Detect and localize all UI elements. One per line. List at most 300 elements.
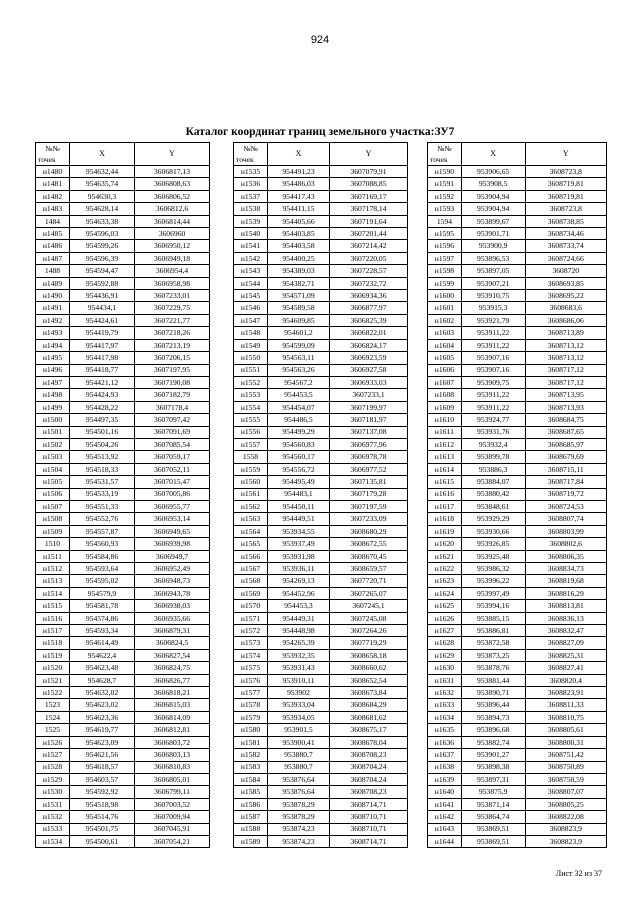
point-number-cell: н1521 — [36, 674, 70, 686]
y-coordinate-cell: 3608800,31 — [525, 736, 607, 748]
table-row — [36, 798, 210, 810]
x-coordinate-cell: 954403,85 — [268, 228, 330, 240]
y-coordinate-cell: 3608714,71 — [330, 835, 408, 847]
table-row — [428, 302, 607, 314]
table-row — [36, 376, 210, 388]
x-coordinate-cell: 954609,85 — [268, 314, 330, 326]
y-coordinate-cell: 3607214,42 — [330, 240, 408, 252]
y-coordinate-cell: 3606805,01 — [135, 773, 210, 785]
y-coordinate-cell: 3608836,13 — [525, 612, 607, 624]
point-number-cell: н1585 — [234, 786, 268, 798]
point-number-cell: н1482 — [36, 190, 70, 202]
y-coordinate-cell: 3607169,17 — [330, 190, 408, 202]
point-number-cell: н1588 — [234, 823, 268, 835]
table-row — [428, 699, 607, 711]
y-coordinate-cell: 3607228,57 — [330, 265, 408, 277]
y-coordinate-cell: 3607218,26 — [135, 327, 210, 339]
document-title: Каталог координат границ земельного участка:ЗУ7 — [185, 126, 455, 138]
x-coordinate-cell: 953937,49 — [268, 538, 330, 550]
table-row — [428, 228, 607, 240]
point-number-cell: н1546 — [234, 302, 268, 314]
y-coordinate-cell: 3607178,14 — [330, 203, 408, 215]
table-row — [234, 625, 408, 637]
x-coordinate-cell: 953908,5 — [461, 178, 525, 190]
y-coordinate-cell: 3606818,21 — [135, 687, 210, 699]
point-number-cell: н1513 — [36, 575, 70, 587]
y-coordinate-cell: 3608684,75 — [525, 414, 607, 426]
y-coordinate-cell: 3608724,66 — [525, 252, 607, 264]
table-row — [428, 500, 607, 512]
x-coordinate-cell: 953878,76 — [461, 662, 525, 674]
point-number-cell: н1581 — [234, 736, 268, 748]
x-coordinate-cell: 953907,16 — [461, 364, 525, 376]
x-coordinate-cell: 953911,22 — [461, 389, 525, 401]
table-row — [36, 835, 210, 847]
x-coordinate-cell: 953872,58 — [461, 637, 525, 649]
y-coordinate-cell: 3608695,22 — [525, 290, 607, 302]
y-coordinate-cell: 3606938,03 — [135, 600, 210, 612]
y-coordinate-cell: 3608807,07 — [525, 786, 607, 798]
table-row — [36, 240, 210, 252]
point-number-cell: н1566 — [234, 550, 268, 562]
point-number-cell: н1582 — [234, 749, 268, 761]
table-row — [428, 352, 607, 364]
point-number-cell: н1607 — [428, 376, 462, 388]
y-coordinate-cell: 3608806,35 — [525, 550, 607, 562]
point-number-cell: н1519 — [36, 649, 70, 661]
point-number-cell: н1481 — [36, 178, 70, 190]
table-row — [428, 339, 607, 351]
x-coordinate-cell: 953934,05 — [268, 711, 330, 723]
x-coordinate-cell: 954497,35 — [70, 414, 135, 426]
point-number-cell: н1536 — [234, 178, 268, 190]
y-coordinate-cell: 3608715,11 — [525, 463, 607, 475]
table-row — [234, 290, 408, 302]
table-row — [428, 290, 607, 302]
point-number-cell: н1603 — [428, 327, 462, 339]
y-coordinate-cell: 3607221,77 — [135, 314, 210, 326]
point-number-cell: н1575 — [234, 662, 268, 674]
x-coordinate-cell: 954434,1 — [70, 302, 135, 314]
table-row — [428, 550, 607, 562]
table-row — [36, 773, 210, 785]
table-row — [234, 525, 408, 537]
x-coordinate-cell: 953901,27 — [461, 749, 525, 761]
x-coordinate-cell: 954574,86 — [70, 612, 135, 624]
x-coordinate-cell: 954560,83 — [268, 438, 330, 450]
point-number-cell: н1508 — [36, 513, 70, 525]
table-row — [36, 662, 210, 674]
y-coordinate-cell: 3608802,6 — [525, 538, 607, 550]
table-row — [234, 749, 408, 761]
point-number-cell: н1540 — [234, 228, 268, 240]
y-coordinate-cell: 3606825,39 — [330, 314, 408, 326]
point-number-cell: н1539 — [234, 215, 268, 227]
table-row — [36, 302, 210, 314]
x-coordinate-cell: 953874,23 — [268, 835, 330, 847]
table-row — [428, 761, 607, 773]
table-row — [428, 414, 607, 426]
table-row — [428, 786, 607, 798]
x-coordinate-cell: 953932,35 — [268, 649, 330, 661]
table-row — [234, 538, 408, 550]
point-number-cell: н1491 — [36, 302, 70, 314]
table-row — [36, 823, 210, 835]
y-coordinate-cell: 3608819,68 — [525, 575, 607, 587]
point-number-cell: н1627 — [428, 625, 462, 637]
x-coordinate-cell: 954400,25 — [268, 252, 330, 264]
point-number-cell: н1621 — [428, 550, 462, 562]
table-row — [428, 724, 607, 736]
x-coordinate-cell: 953929,29 — [461, 513, 525, 525]
y-coordinate-cell: 3608834,73 — [525, 563, 607, 575]
y-coordinate-cell: 3608670,45 — [330, 550, 408, 562]
x-coordinate-cell: 953896,53 — [461, 252, 525, 264]
table-row — [428, 649, 607, 661]
table-row — [428, 749, 607, 761]
point-number-cell: н1529 — [36, 773, 70, 785]
header-num-line2: точек — [236, 155, 254, 165]
table-row — [234, 699, 408, 711]
table-row — [428, 835, 607, 847]
x-coordinate-cell: 954428,22 — [70, 401, 135, 413]
x-coordinate-cell: 953904,94 — [461, 190, 525, 202]
point-number-cell: н1592 — [428, 190, 462, 202]
y-coordinate-cell: 3608822,08 — [525, 811, 607, 823]
y-coordinate-cell: 3606927,58 — [330, 364, 408, 376]
x-coordinate-cell: 953898,38 — [461, 761, 525, 773]
header-x: X — [70, 143, 135, 166]
table-row — [234, 166, 408, 178]
y-coordinate-cell: 3606943,78 — [135, 587, 210, 599]
table-row — [36, 625, 210, 637]
point-number-cell: 1510 — [36, 538, 70, 550]
x-coordinate-cell: 953890,71 — [461, 687, 525, 699]
table-row — [36, 327, 210, 339]
x-coordinate-cell: 954628,14 — [70, 203, 135, 215]
point-number-cell: н1534 — [36, 835, 70, 847]
table-row — [428, 662, 607, 674]
table-row — [428, 823, 607, 835]
table-header-row — [234, 143, 408, 166]
point-number-cell: н1600 — [428, 290, 462, 302]
y-coordinate-cell: 3608738,85 — [525, 215, 607, 227]
x-coordinate-cell: 954623,02 — [70, 699, 135, 711]
point-number-cell: н1596 — [428, 240, 462, 252]
x-coordinate-cell: 954518,33 — [70, 463, 135, 475]
table-row — [234, 401, 408, 413]
point-number-cell: н1631 — [428, 674, 462, 686]
x-coordinate-cell: 953880,7 — [268, 749, 330, 761]
table-row — [234, 414, 408, 426]
point-number-cell: 1594 — [428, 215, 462, 227]
x-coordinate-cell: 954417,43 — [268, 190, 330, 202]
table-row — [36, 352, 210, 364]
table-row — [428, 401, 607, 413]
point-number-cell: н1500 — [36, 414, 70, 426]
point-number-cell: н1556 — [234, 426, 268, 438]
point-number-cell: н1505 — [36, 476, 70, 488]
table-row — [428, 476, 607, 488]
x-coordinate-cell: 954623,36 — [70, 711, 135, 723]
y-coordinate-cell: 3608708,23 — [330, 749, 408, 761]
y-coordinate-cell: 3608713,12 — [525, 352, 607, 364]
y-coordinate-cell: 3606815,03 — [135, 699, 210, 711]
point-number-cell: н1625 — [428, 600, 462, 612]
table-row — [36, 228, 210, 240]
x-coordinate-cell: 954513,92 — [70, 451, 135, 463]
table-row — [36, 811, 210, 823]
table-row — [234, 463, 408, 475]
y-coordinate-cell: 3606977,52 — [330, 463, 408, 475]
header-y: Y — [525, 143, 607, 166]
y-coordinate-cell: 3607233,1 — [330, 389, 408, 401]
y-coordinate-cell: 3608723,8 — [525, 203, 607, 215]
y-coordinate-cell: 3608660,62 — [330, 662, 408, 674]
y-coordinate-cell: 3607135,81 — [330, 476, 408, 488]
point-number-cell: н1589 — [234, 835, 268, 847]
x-coordinate-cell: 954265,39 — [268, 637, 330, 649]
x-coordinate-cell: 953873,25 — [461, 649, 525, 661]
y-coordinate-cell: 3608680,29 — [330, 525, 408, 537]
y-coordinate-cell: 3607079,91 — [330, 166, 408, 178]
table-row — [234, 376, 408, 388]
point-number-cell: н1543 — [234, 265, 268, 277]
x-coordinate-cell: 953886,81 — [461, 625, 525, 637]
table-row — [428, 637, 607, 649]
table-row — [234, 426, 408, 438]
table-row — [234, 451, 408, 463]
x-coordinate-cell: 953907,21 — [461, 277, 525, 289]
point-number-cell: н1487 — [36, 252, 70, 264]
x-coordinate-cell: 954486,5 — [268, 414, 330, 426]
x-coordinate-cell: 953936,11 — [268, 563, 330, 575]
point-number-cell: н1628 — [428, 637, 462, 649]
x-coordinate-cell: 953897,05 — [461, 265, 525, 277]
y-coordinate-cell: 3607182,79 — [135, 389, 210, 401]
y-coordinate-cell: 3606934,36 — [330, 290, 408, 302]
y-coordinate-cell: 3606923,59 — [330, 352, 408, 364]
y-coordinate-cell: 3608823,9 — [525, 823, 607, 835]
table-row — [234, 240, 408, 252]
y-coordinate-cell: 3608713,12 — [525, 339, 607, 351]
x-coordinate-cell: 953911,22 — [461, 327, 525, 339]
point-number-cell: н1591 — [428, 178, 462, 190]
point-number-cell: н1499 — [36, 401, 70, 413]
point-number-cell: н1644 — [428, 835, 462, 847]
y-coordinate-cell: 3606803,13 — [135, 749, 210, 761]
y-coordinate-cell: 3608827,09 — [525, 637, 607, 649]
y-coordinate-cell: 3608717,84 — [525, 476, 607, 488]
point-number-cell: н1545 — [234, 290, 268, 302]
table-row — [234, 711, 408, 723]
y-coordinate-cell: 3608750,89 — [525, 761, 607, 773]
x-coordinate-cell: 954593,34 — [70, 625, 135, 637]
header-num-line1: №№ — [437, 144, 452, 153]
table-row — [36, 500, 210, 512]
point-number-cell: н1629 — [428, 649, 462, 661]
y-coordinate-cell: 3606817,13 — [135, 166, 210, 178]
header-num-line2: точек — [38, 155, 56, 165]
point-number-cell: н1512 — [36, 563, 70, 575]
table-row — [36, 414, 210, 426]
header-y: Y — [330, 143, 408, 166]
table-row — [428, 314, 607, 326]
table-row — [428, 773, 607, 785]
point-number-cell: н1618 — [428, 513, 462, 525]
x-coordinate-cell: 954579,9 — [70, 587, 135, 599]
point-number-cell: н1636 — [428, 736, 462, 748]
y-coordinate-cell: 3607085,54 — [135, 438, 210, 450]
x-coordinate-cell: 953996,22 — [461, 575, 525, 587]
table-row — [36, 438, 210, 450]
y-coordinate-cell: 3606958,98 — [135, 277, 210, 289]
point-number-cell: н1550 — [234, 352, 268, 364]
header-num-line1: №№ — [45, 144, 60, 153]
x-coordinate-cell: 953933,04 — [268, 699, 330, 711]
y-coordinate-cell: 3608832,47 — [525, 625, 607, 637]
x-coordinate-cell: 953901,5 — [268, 724, 330, 736]
table-row — [428, 625, 607, 637]
table-row — [428, 612, 607, 624]
y-coordinate-cell: 3607059,17 — [135, 451, 210, 463]
header-point-number — [234, 143, 268, 166]
table-row — [36, 674, 210, 686]
x-coordinate-cell: 954571,09 — [268, 290, 330, 302]
y-coordinate-cell: 3608805,61 — [525, 724, 607, 736]
point-number-cell: н1638 — [428, 761, 462, 773]
y-coordinate-cell: 3608719,72 — [525, 488, 607, 500]
table-row — [428, 525, 607, 537]
y-coordinate-cell: 3608685,97 — [525, 438, 607, 450]
x-coordinate-cell: 953864,74 — [461, 811, 525, 823]
point-number-cell: н1547 — [234, 314, 268, 326]
point-number-cell: н1494 — [36, 339, 70, 351]
y-coordinate-cell: 3608673,84 — [330, 687, 408, 699]
y-coordinate-cell: 3608678,04 — [330, 736, 408, 748]
y-coordinate-cell: 3608823,9 — [525, 835, 607, 847]
x-coordinate-cell: 953910,11 — [268, 674, 330, 686]
table-row — [428, 166, 607, 178]
x-coordinate-cell: 953901,71 — [461, 228, 525, 240]
x-coordinate-cell: 954596,39 — [70, 252, 135, 264]
x-coordinate-cell: 954560,93 — [70, 538, 135, 550]
point-number-cell: н1557 — [234, 438, 268, 450]
point-number-cell: н1485 — [36, 228, 70, 240]
y-coordinate-cell: 3608710,71 — [330, 823, 408, 835]
point-number-cell: н1590 — [428, 166, 462, 178]
y-coordinate-cell: 3606877,97 — [330, 302, 408, 314]
point-number-cell: н1622 — [428, 563, 462, 575]
x-coordinate-cell: 953997,49 — [461, 587, 525, 599]
table-row — [234, 389, 408, 401]
y-coordinate-cell: 3608750,59 — [525, 773, 607, 785]
point-number-cell: н1601 — [428, 302, 462, 314]
table-row — [36, 215, 210, 227]
table-row — [428, 798, 607, 810]
point-number-cell: н1509 — [36, 525, 70, 537]
point-number-cell: н1531 — [36, 798, 70, 810]
y-coordinate-cell: 3606810,83 — [135, 761, 210, 773]
point-number-cell: н1504 — [36, 463, 70, 475]
x-coordinate-cell: 954486,03 — [268, 178, 330, 190]
table-row — [36, 575, 210, 587]
table-row — [36, 290, 210, 302]
table-row — [428, 376, 607, 388]
y-coordinate-cell: 3608724,53 — [525, 500, 607, 512]
point-number-cell: н1593 — [428, 203, 462, 215]
x-coordinate-cell: 953925,48 — [461, 550, 525, 562]
y-coordinate-cell: 3607054,21 — [135, 835, 210, 847]
x-coordinate-cell: 954603,57 — [70, 773, 135, 785]
point-number-cell: н1570 — [234, 600, 268, 612]
point-number-cell: н1579 — [234, 711, 268, 723]
point-number-cell: н1617 — [428, 500, 462, 512]
point-number-cell: н1614 — [428, 463, 462, 475]
point-number-cell: н1609 — [428, 401, 462, 413]
x-coordinate-cell: 954621,56 — [70, 749, 135, 761]
y-coordinate-cell: 3607719,29 — [330, 637, 408, 649]
table-row — [234, 252, 408, 264]
point-number-cell: н1564 — [234, 525, 268, 537]
point-number-cell: 1558 — [234, 451, 268, 463]
table-row — [428, 674, 607, 686]
x-coordinate-cell: 953932,4 — [461, 438, 525, 450]
x-coordinate-cell: 953878,29 — [268, 798, 330, 810]
y-coordinate-cell: 3606939,98 — [135, 538, 210, 550]
y-coordinate-cell: 3608704,24 — [330, 773, 408, 785]
table-row — [234, 823, 408, 835]
y-coordinate-cell: 3608659,57 — [330, 563, 408, 575]
x-coordinate-cell: 954635,74 — [70, 178, 135, 190]
x-coordinate-cell: 953871,14 — [461, 798, 525, 810]
table-row — [234, 178, 408, 190]
x-coordinate-cell: 954450,11 — [268, 500, 330, 512]
table-row — [234, 649, 408, 661]
point-number-cell: н1555 — [234, 414, 268, 426]
x-coordinate-cell: 954483,1 — [268, 488, 330, 500]
point-number-cell: н1553 — [234, 389, 268, 401]
point-number-cell: н1626 — [428, 612, 462, 624]
table-row — [428, 811, 607, 823]
point-number-cell: н1642 — [428, 811, 462, 823]
point-number-cell: 1523 — [36, 699, 70, 711]
point-number-cell: н1541 — [234, 240, 268, 252]
y-coordinate-cell: 3606827,54 — [135, 649, 210, 661]
table-row — [234, 215, 408, 227]
y-coordinate-cell: 3607199,97 — [330, 401, 408, 413]
point-number-cell: н1611 — [428, 426, 462, 438]
table-row — [428, 240, 607, 252]
table-row — [428, 711, 607, 723]
x-coordinate-cell: 954556,72 — [268, 463, 330, 475]
table-row — [428, 178, 607, 190]
y-coordinate-cell: 3607245,08 — [330, 612, 408, 624]
header-y: Y — [135, 143, 210, 166]
table-row — [36, 538, 210, 550]
point-number-cell: н1522 — [36, 687, 70, 699]
y-coordinate-cell: 3608719,81 — [525, 190, 607, 202]
point-number-cell: н1548 — [234, 327, 268, 339]
table-row — [428, 190, 607, 202]
sheet-footer: Лист 32 из 37 — [555, 869, 602, 878]
point-number-cell: н1584 — [234, 773, 268, 785]
x-coordinate-cell: 954630,3 — [70, 190, 135, 202]
x-coordinate-cell: 954593,64 — [70, 563, 135, 575]
point-number-cell: н1586 — [234, 798, 268, 810]
point-number-cell: н1613 — [428, 451, 462, 463]
x-coordinate-cell: 954623,48 — [70, 662, 135, 674]
